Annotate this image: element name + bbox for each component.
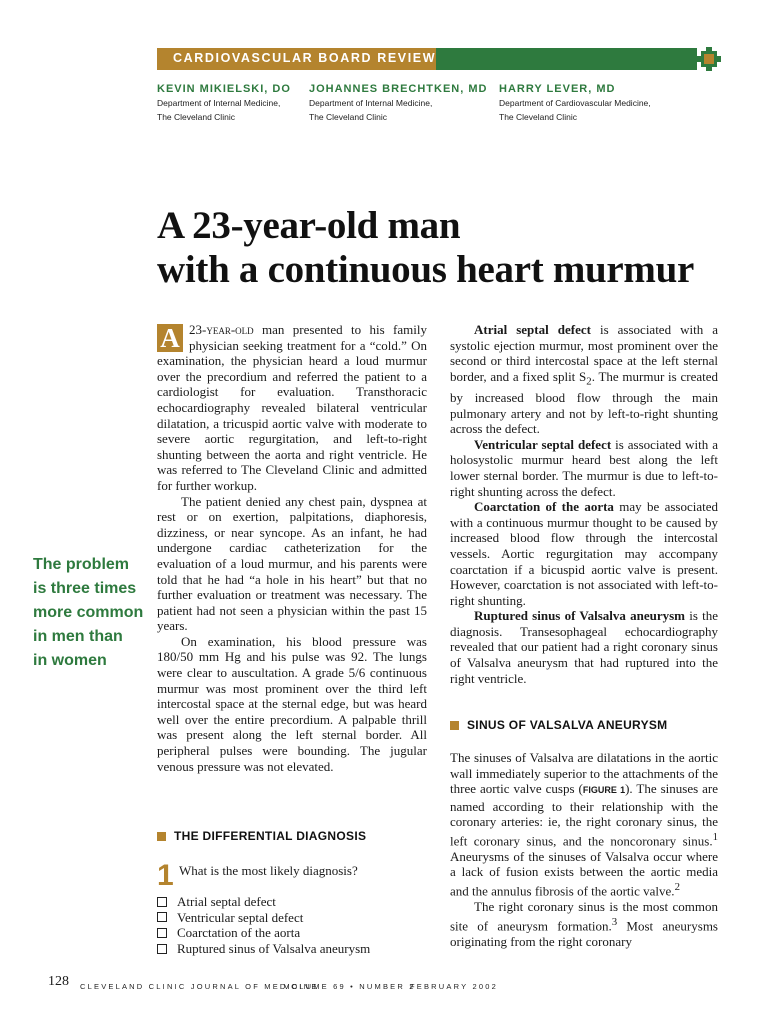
question-text: What is the most likely diagnosis?: [179, 863, 358, 878]
answer-options: [157, 894, 370, 956]
exam-paragraph: On examination, his blood pressure was 180/50 mm Hg and his pulse was 92. The lungs were clear to auscultation. A grade 5/6 continuous murmur was most prominent over the third left intercostal space at the sternal edge, but was heard well over the entire precordium. A palpable thrill was present along the left sternal border. All peripheral pulses were bounding. The jugular venous pressure was not elevated.: [157, 633, 427, 774]
pull-quote-line: is three times: [33, 580, 137, 597]
term-bold: Atrial septal defect: [474, 322, 591, 337]
author-institution: The Cleveland Clinic: [309, 112, 387, 122]
sinus-paragraph-2: [450, 899, 718, 949]
section-heading: [157, 829, 366, 843]
question-number: 1: [157, 859, 174, 892]
author-block: [309, 83, 487, 123]
left-column: [157, 322, 427, 774]
paragraph-text: is associated with a systolic ejection murmur, most prominent over the second or third intercostal space at the left sternal border, and a fixed split S: [450, 322, 718, 384]
paragraph-text: The sinuses of Valsalva are dilatations in the aortic wall immediately superior to the attachments of the three aortic valve cusps (: [450, 750, 718, 797]
right-column-continued: [450, 750, 718, 949]
answer-option-label: Ruptured sinus of Valsalva aneurysm: [177, 940, 371, 956]
answer-option-label: Atrial septal defect: [177, 894, 276, 909]
citation-ref: 3: [611, 915, 618, 928]
section-heading-text: THE DIFFERENTIAL DIAGNOSIS: [174, 829, 367, 843]
pull-quote: [33, 553, 143, 673]
author-block: [157, 83, 291, 123]
diagnosis-paragraph: [450, 608, 718, 686]
paragraph-text: The right coronary sinus is the most common site of aneurysm formation.: [450, 899, 718, 933]
section-banner: [157, 48, 720, 70]
asd-paragraph: [450, 322, 718, 437]
paragraph-text: is the diagnosis. Transesophageal echocardiography revealed that our patient had a right coronary sinus of Valsalva aneurysm that had ruptured into the right ventricle.: [450, 608, 719, 686]
paragraph-text: Aneurysms of the sinuses of Valsalva occur where a lack of fusion exists between the aortic media and the annulus fibrosis of the aortic valve.: [450, 848, 718, 899]
banner-label: CARDIOVASCULAR BOARD REVIEW: [173, 51, 437, 65]
author-name: JOHANNES BRECHTKEN, MD: [309, 83, 488, 95]
checkbox-icon: [157, 912, 167, 922]
square-bullet-icon: [450, 721, 459, 730]
volume-number: VOLUME 69 • NUMBER 2: [284, 982, 416, 991]
answer-option-label: Coarctation of the aorta: [177, 925, 301, 941]
term-bold: Coarctation of the aorta: [474, 499, 614, 515]
paragraph-text: may be associated with a continuous murmur thought to be caused by increased blood flow through the intercostal vessels. Aortic regurgitation may accompany coarctation if a bicuspid aortic valve is present. However, coarctation is not associated with left-to-right shunting.: [450, 499, 718, 608]
page-number: 128: [48, 974, 69, 989]
drop-cap: A: [157, 324, 183, 352]
author-name: HARRY LEVER, MD: [499, 83, 616, 95]
answer-option: [157, 910, 370, 926]
answer-option-label: Ventricular septal defect: [177, 909, 304, 925]
author-institution: The Cleveland Clinic: [499, 112, 577, 122]
checkbox-icon: [157, 897, 167, 907]
pull-quote-line: in men than: [33, 628, 123, 645]
journal-logo-icon: [697, 47, 721, 71]
right-column: [450, 322, 718, 686]
banner-green-band: [436, 48, 720, 70]
answer-option: [157, 925, 370, 941]
issue-date: FEBRUARY 2002: [410, 982, 498, 991]
paragraph-text: . The murmur is created by increased blood flow through the main pulmonary artery and not by left-to-right shunting across the defect.: [450, 368, 718, 437]
article-title: [157, 204, 757, 292]
answer-option: [157, 941, 370, 957]
subscript: 2: [586, 375, 592, 388]
section-heading: [450, 718, 667, 732]
term-bold: Ruptured sinus of Valsalva aneurysm: [474, 608, 685, 624]
pull-quote-line: more common: [33, 604, 144, 621]
history-paragraph: The patient denied any chest pain, dyspnea at rest or on exertion, palpitations, diaphoresis, dizziness, or near syncope. As an infant, he had undergone cardiac catheterization for the evaluation of a loud murmur, and his parents were told that he had “a hole in his heart” but that no further evaluation or treatment was necessary. The patient had not seen a physician within the past 15 years.: [157, 493, 427, 634]
journal-name: CLEVELAND CLINIC JOURNAL OF MEDICINE: [80, 982, 319, 991]
title-line: A 23-year-old man: [157, 204, 461, 247]
author-block: [499, 83, 651, 123]
square-bullet-icon: [157, 832, 166, 841]
vsd-paragraph: [450, 437, 718, 499]
sinus-paragraph: [450, 750, 718, 899]
term-bold: Ventricular septal defect: [474, 436, 612, 452]
citation-ref: 1: [712, 830, 718, 843]
paragraph-text: is associated with a holosystolic murmur heard best along the left lower sternal border. The murmur is due to left-to-right shunting across the defect.: [450, 436, 718, 499]
paragraph-text: ). The sinuses are named according to their relationship with the coronary arteries: ie, the right coronary sinus, the left coronary sinus, and the noncoronary sinus.: [450, 781, 718, 849]
case-paragraph: [157, 322, 427, 494]
figure-reference-link[interactable]: FIGURE 1: [582, 785, 626, 796]
coarctation-paragraph: [450, 499, 718, 608]
author-department: Department of Internal Medicine,: [157, 98, 281, 108]
paragraph-text: Most aneurysms originating from the right coronary: [450, 917, 718, 949]
checkbox-icon: [157, 944, 167, 954]
author-department: Department of Cardiovascular Medicine,: [499, 98, 651, 108]
paragraph-text: man presented to his family physician seeking treatment for a “cold.” On examination, the physician heard a loud murmur over the precordium and referred the patient to a cardiologist for evaluation. Transthoracic echocardiography revealed bilateral ventricular dilatation, a tricuspid aortic valve with moderate to severe aortic regurgitation, and left-to-right shunting between the aorta and right ventricle. He was referred to The Cleveland Clinic and admitted for further workup.: [157, 322, 427, 493]
banner-gold-band: [157, 48, 436, 70]
author-institution: The Cleveland Clinic: [157, 112, 235, 122]
author-name: KEVIN MIKIELSKI, DO: [157, 83, 291, 95]
section-heading-text: SINUS OF VALSALVA ANEURYSM: [467, 718, 668, 732]
checkbox-icon: [157, 928, 167, 938]
answer-option: [157, 894, 370, 910]
pull-quote-line: The problem: [33, 556, 130, 573]
small-caps-lead: 23-year-old: [189, 322, 254, 337]
author-department: Department of Internal Medicine,: [309, 98, 433, 108]
title-line: with a continuous heart murmur: [157, 248, 695, 291]
citation-ref: 2: [674, 881, 680, 894]
pull-quote-line: in women: [33, 652, 107, 669]
